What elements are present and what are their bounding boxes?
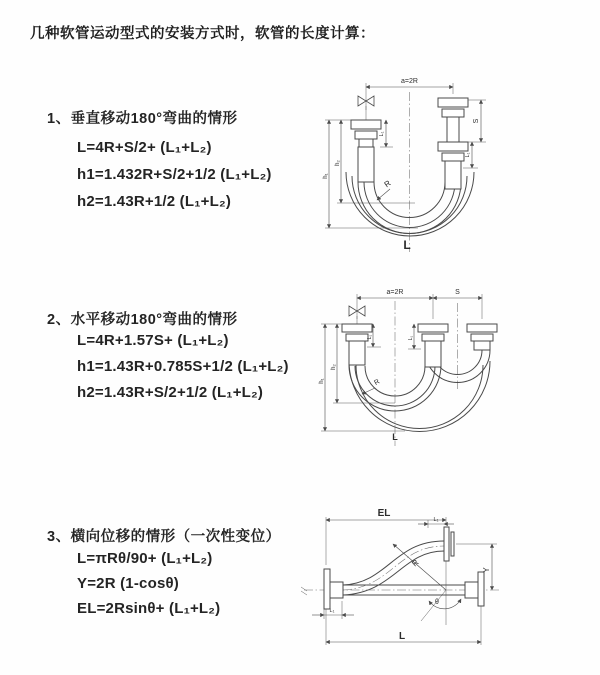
dim-label-a2r: a=2R xyxy=(401,78,418,85)
formula-line: h2=1.43R+1/2 (L₁+L₂) xyxy=(77,193,232,210)
centerline-break xyxy=(301,587,307,595)
dim-label-h2: h₂ xyxy=(335,160,341,166)
dim-label-l1: L₁ xyxy=(367,334,373,340)
section-2-formulas xyxy=(77,328,289,406)
hose-length-label: L xyxy=(392,432,398,442)
dim-label-s: S xyxy=(473,118,480,124)
formula-line: h1=1.432R+S/2+1/2 (L₁+L₂) xyxy=(77,166,272,183)
hose-u-bends xyxy=(349,350,490,432)
formula-line: EL=2Rsinθ+ (L₁+L₂) xyxy=(77,600,221,617)
hose-length-label: L xyxy=(398,631,406,642)
hose-length-label: L xyxy=(403,238,411,252)
radius-label: R xyxy=(373,378,382,387)
dim-label-h1: h₁ xyxy=(323,173,329,179)
formula-line: h1=1.43R+0.785S+1/2 (L₁+L₂) xyxy=(77,358,289,375)
formula-line: L=πRθ/90+ (L₁+L₂) xyxy=(77,550,213,567)
hose-fittings xyxy=(342,324,497,367)
formula-line: Y=2R (1-cosθ) xyxy=(77,575,179,592)
dim-label-y: Y xyxy=(482,567,491,573)
dim-label-l1: L₁ xyxy=(379,131,385,137)
dim-label-l1: L₁ xyxy=(433,517,439,523)
dim-label-l1: L₁ xyxy=(465,152,471,158)
diagram-horizontal-180-bend xyxy=(315,281,597,457)
dim-label-h2: h₂ xyxy=(331,364,337,370)
section-1-formulas xyxy=(77,134,272,215)
dim-label-h1: h₁ xyxy=(319,378,325,384)
formula-line: h2=1.43R+S/2+1/2 (L₁+L₂) xyxy=(77,384,264,401)
diagram-labels xyxy=(330,508,491,642)
dim-label-el: EL xyxy=(377,508,391,519)
centerline xyxy=(395,301,458,446)
diagram-vertical-180-bend xyxy=(320,70,586,264)
section-3-formulas xyxy=(77,546,220,621)
dim-label-a2r: a=2R xyxy=(386,289,404,296)
dim-label-l1: L₁ xyxy=(408,335,414,341)
section-1-heading: 1、垂直移动180°弯曲的情形 xyxy=(47,111,238,127)
dim-label-l1: L₁ xyxy=(329,608,335,614)
radius-label: R xyxy=(382,178,393,190)
angle-label: θ xyxy=(435,599,439,606)
formula-line: L=4R+1.57S+ (L₁+L₂) xyxy=(77,332,229,349)
hose-fittings xyxy=(324,527,484,609)
formula-line: L=4R+S/2+ (L₁+L₂) xyxy=(77,139,212,156)
dim-label-s: S xyxy=(455,289,460,296)
section-2-heading: 2、水平移动180°弯曲的情形 xyxy=(47,312,238,328)
radius-label: R xyxy=(410,557,421,569)
diagram-lateral-displacement xyxy=(296,497,600,657)
page-title: 几种软管运动型式的安装方式时，软管的长度计算： xyxy=(30,26,375,42)
section-3-heading: 3、横向位移的情形（一次性变位） xyxy=(47,529,281,545)
